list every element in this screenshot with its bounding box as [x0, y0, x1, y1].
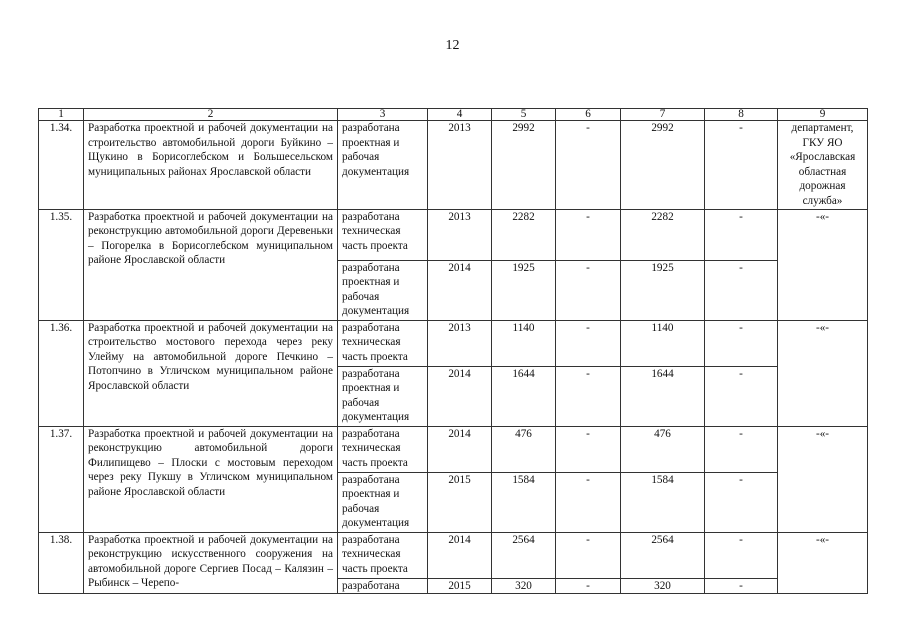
row-number: 1.34.: [39, 121, 84, 210]
executor-cell: -«-: [778, 209, 868, 320]
executor-cell: -«-: [778, 532, 868, 594]
col6-cell: -: [556, 320, 621, 366]
col6-cell: -: [556, 260, 621, 320]
total-cell: 2282: [492, 209, 556, 260]
total-cell: 2564: [492, 532, 556, 578]
row-number: 1.38.: [39, 532, 84, 594]
row-number: 1.36.: [39, 320, 84, 426]
table-row: [39, 426, 868, 472]
col6-cell: -: [556, 578, 621, 594]
stage-cell: разработана проектная и рабочая документация: [338, 260, 428, 320]
year-cell: 2014: [428, 426, 492, 472]
year-cell: 2014: [428, 366, 492, 426]
year-cell: 2014: [428, 260, 492, 320]
table-row: [39, 532, 868, 578]
col6-cell: -: [556, 426, 621, 472]
table-row: [39, 320, 868, 366]
stage-cell: разработана техническая часть проекта: [338, 320, 428, 366]
header-cell: 3: [338, 109, 428, 121]
stage-cell: разработана техническая часть проекта: [338, 209, 428, 260]
col7-cell: 1644: [621, 366, 705, 426]
total-cell: 2992: [492, 121, 556, 210]
stage-cell: разработана проектная и рабочая документация: [338, 472, 428, 532]
total-cell: 1140: [492, 320, 556, 366]
table-row: [39, 121, 868, 210]
row-description: Разработка проектной и рабочей документации на реконструкцию автомобильной дороги Филипищево – Плоски с мостовым переходом через реку Пукшу в Угличском муниципальном районе Ярославской области: [84, 426, 338, 532]
col6-cell: -: [556, 209, 621, 260]
row-number: 1.35.: [39, 209, 84, 320]
col8-cell: -: [705, 121, 778, 210]
year-cell: 2013: [428, 209, 492, 260]
col7-cell: 2992: [621, 121, 705, 210]
col8-cell: -: [705, 366, 778, 426]
executor-cell: -«-: [778, 320, 868, 426]
document-table: [38, 108, 868, 594]
col8-cell: -: [705, 426, 778, 472]
stage-cell: разработана проектная и рабочая документация: [338, 366, 428, 426]
stage-cell: разработана техническая часть проекта: [338, 426, 428, 472]
col7-cell: 1140: [621, 320, 705, 366]
col7-cell: 1925: [621, 260, 705, 320]
stage-cell: разработана проектная и рабочая документация: [338, 121, 428, 210]
total-cell: 320: [492, 578, 556, 594]
executor-cell: департамент, ГКУ ЯО «Ярославская областная дорожная служба»: [778, 121, 868, 210]
col8-cell: -: [705, 209, 778, 260]
page-number: 12: [445, 38, 460, 53]
executor-cell: -«-: [778, 426, 868, 532]
col7-cell: 2282: [621, 209, 705, 260]
table-header-row: [39, 109, 868, 121]
header-cell: 2: [84, 109, 338, 121]
row-number: 1.37.: [39, 426, 84, 532]
total-cell: 1584: [492, 472, 556, 532]
row-description: Разработка проектной и рабочей документации на строительство автомобильной дороги Буйкино – Щукино в Борисоглебском и Большесельском муниципальных районах Ярославской области: [84, 121, 338, 210]
header-cell: 9: [778, 109, 868, 121]
header-cell: 8: [705, 109, 778, 121]
col6-cell: -: [556, 121, 621, 210]
stage-cell: разработана техническая часть проекта: [338, 532, 428, 578]
year-cell: 2013: [428, 320, 492, 366]
row-description: Разработка проектной и рабочей документации на реконструкцию искусственного сооружения на автомобильной дороге Сергиев Посад – Калязин – Рыбинск – Черепо-: [84, 532, 338, 594]
year-cell: 2013: [428, 121, 492, 210]
stage-cell: разработана: [338, 578, 428, 594]
col7-cell: 320: [621, 578, 705, 594]
table-row: [39, 209, 868, 260]
total-cell: 1925: [492, 260, 556, 320]
col8-cell: -: [705, 578, 778, 594]
col7-cell: 2564: [621, 532, 705, 578]
header-cell: 4: [428, 109, 492, 121]
year-cell: 2014: [428, 532, 492, 578]
col8-cell: -: [705, 320, 778, 366]
year-cell: 2015: [428, 472, 492, 532]
col7-cell: 1584: [621, 472, 705, 532]
row-description: Разработка проектной и рабочей документации на реконструкцию автомобильной дороги Деревеньки – Погорелка в Борисоглебском муниципальном районе Ярославской области: [84, 209, 338, 320]
header-cell: 1: [39, 109, 84, 121]
col8-cell: -: [705, 532, 778, 578]
col6-cell: -: [556, 472, 621, 532]
header-cell: 5: [492, 109, 556, 121]
row-description: Разработка проектной и рабочей документации на строительство мостового перехода через реку Улейму на автомобильной дороге Печкино – Потопчино в Угличском муниципальном районе Ярославской области: [84, 320, 338, 426]
col8-cell: -: [705, 472, 778, 532]
col8-cell: -: [705, 260, 778, 320]
header-cell: 7: [621, 109, 705, 121]
col6-cell: -: [556, 532, 621, 578]
col7-cell: 476: [621, 426, 705, 472]
header-cell: 6: [556, 109, 621, 121]
total-cell: 1644: [492, 366, 556, 426]
total-cell: 476: [492, 426, 556, 472]
col6-cell: -: [556, 366, 621, 426]
year-cell: 2015: [428, 578, 492, 594]
